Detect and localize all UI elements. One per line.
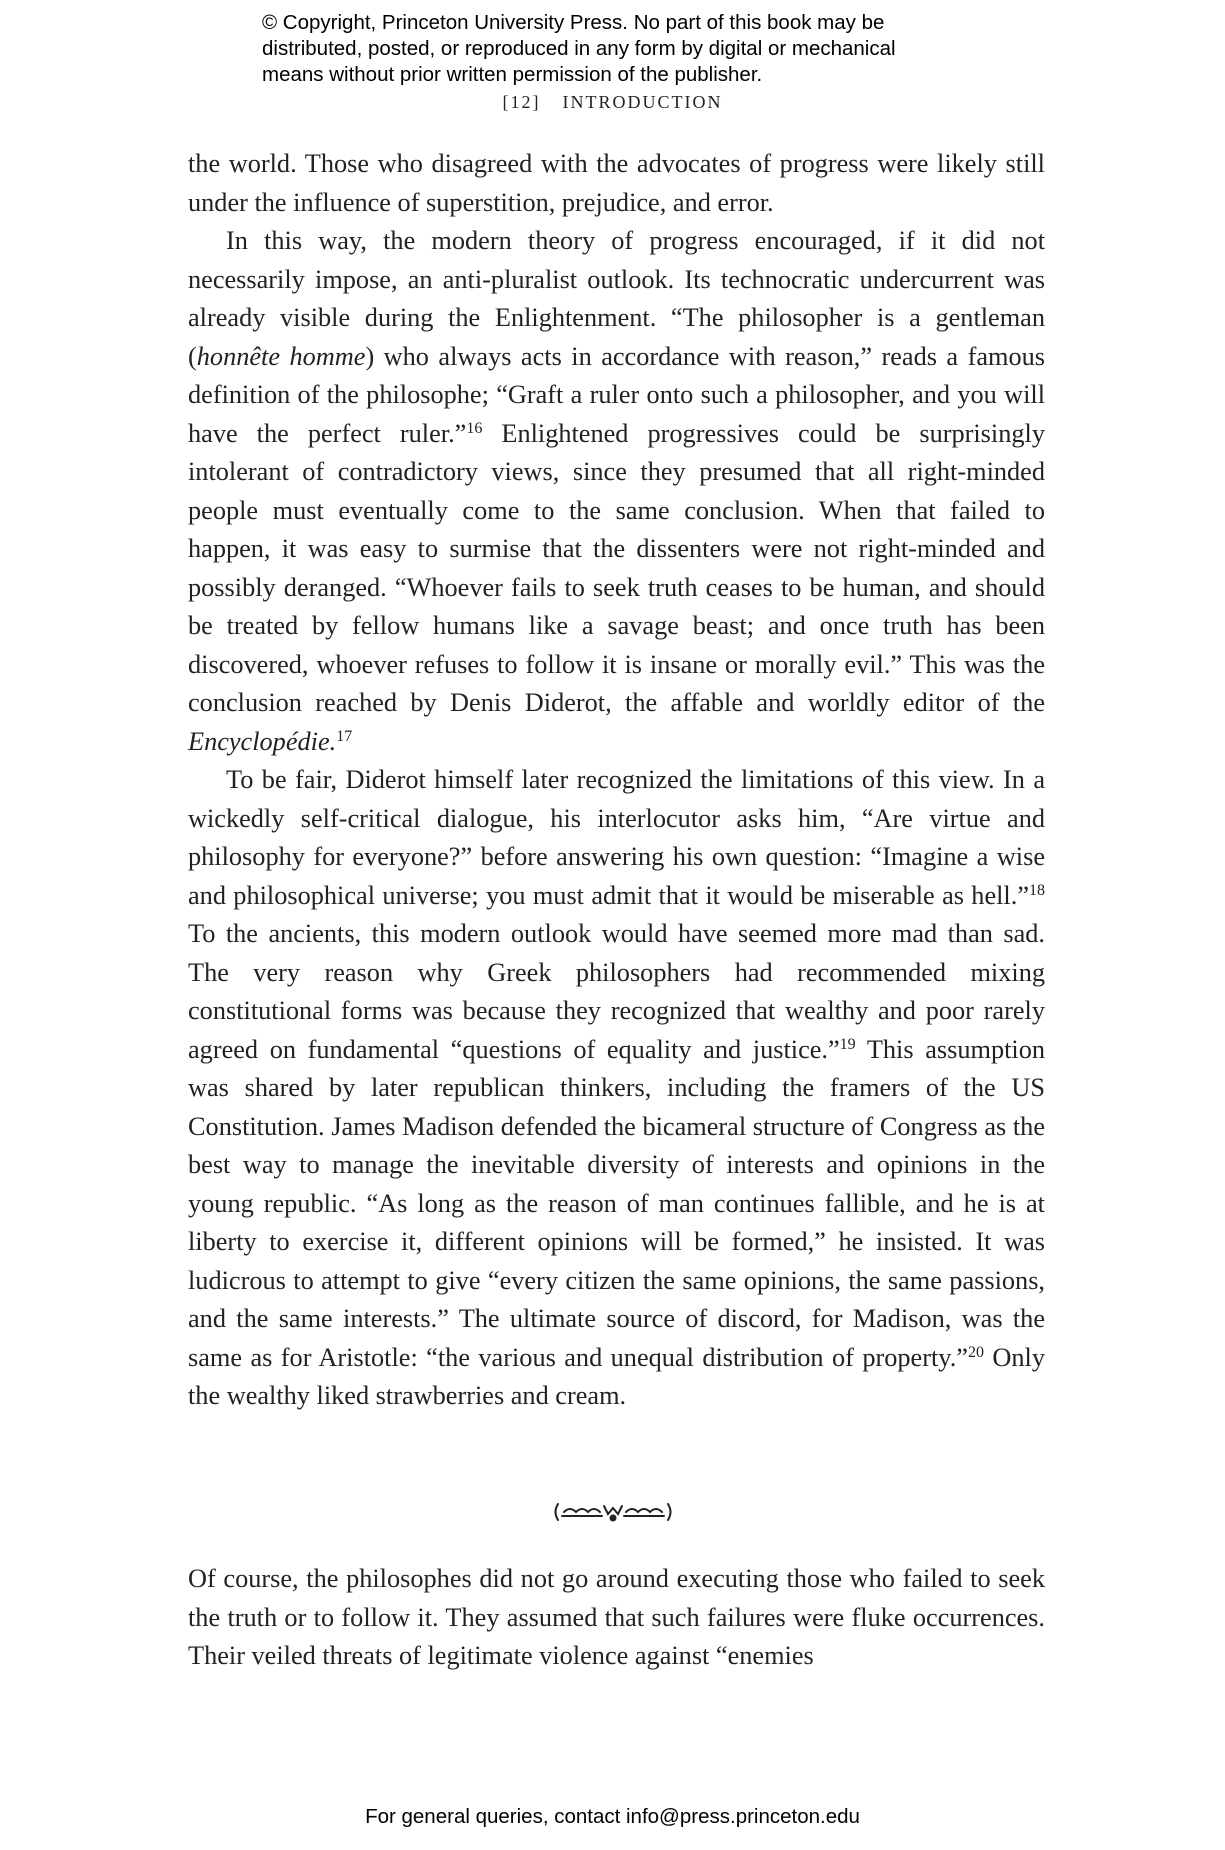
text-run: Enlightened progressives could be surprisingly intolerant of contradictory views, since they presumed that all right-minded people must eventually come to the same conclusion. When that failed to happen, it was easy to surmise that the dissenters were not right-minded and possibly deranged. “Whoever fails to seek truth ceases to be human, and should be treated by fellow humans like a savage beast; and once truth has been discovered, whoever refuses to follow it is insane or morally evil.” This was the conclusion reached by Denis Diderot, the affable and worldly editor of the	[188, 418, 1045, 717]
italic-term: honnête homme	[196, 341, 366, 371]
footnote-ref: 17	[336, 727, 353, 745]
italic-title: Encyclopédie.	[188, 726, 337, 756]
text-run: To be fair, Diderot himself later recognized the limitations of this view. In a wickedly self-critical dialogue, his interlocutor asks him, “Are virtue and philosophy for everyone?” before answering his own question: “Imagine a wise and philosophical universe; you must admit that it would be miserable as hell.”	[188, 765, 1045, 910]
footer-contact: For general queries, contact info@press.princeton.edu	[365, 1805, 860, 1828]
running-head	[0, 92, 1225, 113]
copyright-line: distributed, posted, or reproduced in any form by digital or mechanical	[262, 37, 896, 60]
text-run: This assumption was shared by later republican thinkers, including the framers of the US Constitution. James Madison defended the bicameral structure of Congress as the best way to manage the inevitable diversity of interests and opinions in the young republic. “As long as the reason of man continues fallible, and he is at liberty to exercise it, different opinions will be formed,” he insisted. It was ludicrous to attempt to give “every citizen the same opinions, the same passions, and the same interests.” The ultimate source of discord, for Madison, was the same as for Aristotle: “the various and unequal distribution of property.”	[188, 1034, 1045, 1372]
copyright-line: means without prior written permission of the publisher.	[262, 63, 763, 86]
paragraph: the world. Those who disagreed with the advocates of progress were likely still under the influence of superstition, prejudice, and error.	[188, 149, 1045, 217]
main-text	[188, 145, 1045, 1416]
footnote-ref: 16	[466, 419, 483, 437]
paragraph	[188, 222, 1045, 761]
chapter-title: INTRODUCTION	[562, 92, 723, 112]
text-run: Only the wealthy liked strawberries and cream.	[188, 1342, 1045, 1410]
paragraph	[188, 761, 1045, 1416]
footnote-ref: 20	[967, 1343, 984, 1361]
main-text-continued	[188, 1560, 1045, 1676]
copyright-notice	[262, 10, 982, 88]
footnote-ref: 18	[1029, 881, 1045, 899]
copyright-line: © Copyright, Princeton University Press. No part of this book may be	[262, 11, 885, 34]
page-number: [12]	[502, 92, 541, 112]
text-run: To the ancients, this modern outlook would have seemed more mad than sad. The very reason why Greek philosophers had recommended mixing constitutional forms was because they recognized that wealthy and poor rarely agreed on fundamental “questions of equality and justice.”	[188, 919, 1045, 1064]
text-run: In this way, the modern theory of progress encouraged, if it did not necessarily impose, an anti-pluralist outlook. Its technocratic undercurrent was already visible during the Enlightenment. “The philosopher is a gentleman (	[188, 226, 1045, 371]
section-break-ornament-icon	[550, 1498, 676, 1526]
text-run: ) who always acts in accordance with reason,” reads a famous definition of the philosophe; “Graft a ruler onto such a philosopher, and you will have the perfect ruler.”	[188, 341, 1045, 448]
paragraph: Of course, the philosophes did not go around executing those who failed to seek the truth or to follow it. They assumed that such failures were fluke occurrences. Their veiled threats of legitimate violence against “enemies	[188, 1564, 1045, 1670]
footnote-ref: 19	[839, 1035, 856, 1053]
